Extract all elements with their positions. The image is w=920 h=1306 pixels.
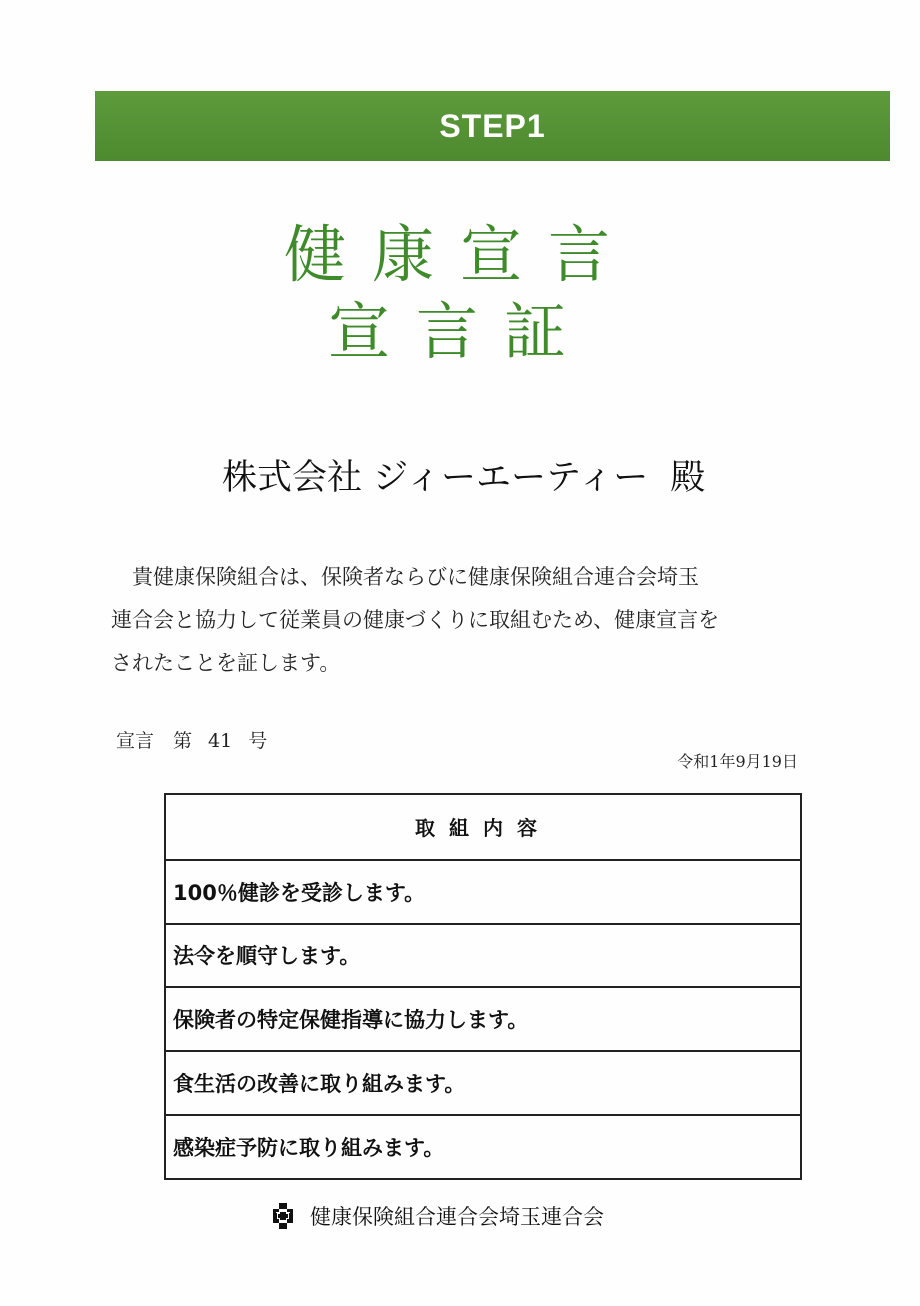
- step-banner: [95, 91, 890, 161]
- recipient-name: 株式会社 ジィーエーティー: [222, 458, 649, 498]
- commitment-item: 法令を順守します。: [166, 923, 800, 987]
- step-label: STEP1: [439, 107, 546, 144]
- certificate-title-line2: 宣言証: [327, 295, 592, 368]
- commitment-item: 食生活の改善に取り組みます。: [166, 1050, 800, 1114]
- recipient: [222, 450, 705, 500]
- body-line: 連合会と協力して従業員の健康づくりに取組むため、健康宣言を: [111, 608, 720, 632]
- certificate-body: [111, 556, 801, 685]
- commitment-item: 感染症予防に取り組みます。: [166, 1114, 800, 1178]
- organization-name: 健康保険組合連合会埼玉連合会: [310, 1205, 604, 1229]
- cross-emblem-icon: [268, 1201, 298, 1231]
- commitments-table: [164, 793, 802, 1180]
- commitment-item: 100％健診を受診します。: [166, 859, 800, 923]
- declaration-date: 令和1年9月19日: [677, 752, 798, 771]
- declaration-number: 宣言 第 41 号: [116, 730, 268, 752]
- recipient-suffix: 殿: [670, 458, 706, 498]
- certificate-title-line1: 健康宣言: [283, 218, 636, 291]
- commitment-item: 保険者の特定保健指導に協力します。: [166, 986, 800, 1050]
- body-line: 貴健康保険組合は、保険者ならびに健康保険組合連合会埼玉: [132, 565, 699, 589]
- commitments-header: 取組内容: [415, 816, 551, 841]
- footer-organization: [268, 1201, 604, 1231]
- body-line: されたことを証します。: [111, 651, 341, 675]
